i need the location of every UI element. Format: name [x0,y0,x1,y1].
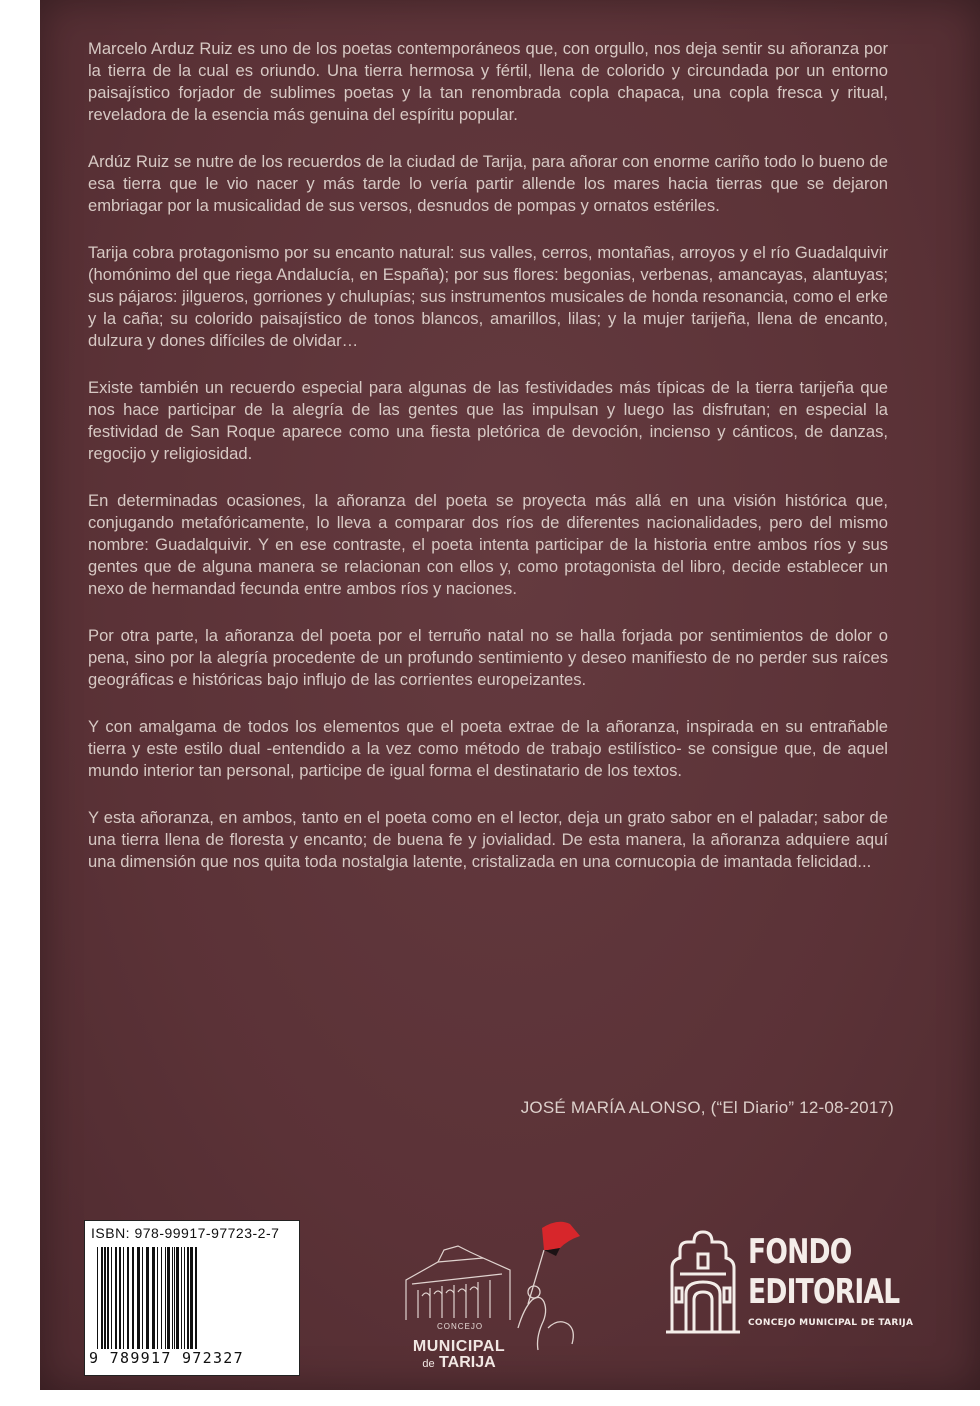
paragraph-6: Por otra parte, la añoranza del poeta por el terruño natal no se halla forjada por sentimientos de dolor o pena, sino por la alegría procedente de un profundo sentimiento y deseo manifiesto de no perder sus raíces geográficas e históricas bajo influjo de las corrientes europeizantes. [88,626,888,689]
concejo-municipal-label: CONCEJO MUNICIPAL DE TARIJA [748,1318,914,1328]
paragraph-3: Tarija cobra protagonismo por su encanto natural: sus valles, cerros, montañas, arroyos y el río Guadalquivir (homónimo del que riega Andalucía, en España); por sus flores: begonias, verbenas, amancayas, alantuyas; sus pájaros: jilgueros, gorriones y chulupías; sus instrumentos musicales de honda resonancia, como el erke y la caña; su colorido paisajístico de tonos blancos, amarillos, lilas; y la mujer tarijeña, llena de encanto, dulzura y dones difíciles de olvidar… [88,243,888,350]
paragraph-7: Y con amalgama de todos los elementos que el poeta extrae de la añoranza, inspirada en su entrañable tierra y este estilo dual -entendido a la vez como método de trabajo estilístico- se consigue que, de aquel mundo interior tan personal, participe de igual forma el destinatario de los textos. [88,717,888,780]
review-attribution: JOSÉ MARÍA ALONSO, (“El Diario” 12-08-2017) [520,1098,894,1117]
fondo-label: FONDO [748,1232,852,1272]
editorial-label: EDITORIAL [748,1272,900,1312]
municipal-label: MUNICIPAL [412,1338,506,1355]
tarija-label: de TARIJA [422,1354,496,1371]
paragraph-1: Marcelo Arduz Ruiz es uno de los poetas contemporáneos que, con orgullo, nos deja sentir su añoranza por la tierra de la cual es oriundo. Una tierra hermosa y fértil, llena de colorido y circundada por un entorno paisajístico forjador de sublimes poetas y la tan renombrada copla chapaca, una copla fresca y ritual, reveladora de la esencia más genuina del espíritu popular. [88,39,888,124]
paragraph-2: Ardúz Ruiz se nutre de los recuerdos de la ciudad de Tarija, para añorar con enorme cariño todo lo bueno de esa tierra que le vio nacer y más tarde lo vería partir allende los mares hacia tierras que se dejaron embriagar por la musicalidad de sus versos, desnudos de pompas y ornatos estériles. [88,152,888,215]
concejo-label: CONCEJO [436,1322,484,1331]
barcode-bars [95,1247,289,1349]
paragraph-4: Existe también un recuerdo especial para algunas de las festividades más típicas de la tierra tarijeña que nos hace participar de la alegría de las gentes que las impulsan y luego las disfrutan; en especial la festividad de San Roque aparece como una fiesta pletórica de devoción, incienso y cánticos, de danzas, regocijo y religiosidad. [88,378,888,463]
fondo-editorial-building-icon [664,1228,742,1338]
isbn-barcode [84,1220,300,1376]
paragraph-8: Y esta añoranza, en ambos, tanto en el poeta como en el lector, deja un grato sabor en el paladar; sabor de una tierra llena de floresta y encanto; de buena fe y jovialidad. De esta manera, la añoranza adquiere aquí una dimensión que nos quita toda nostalgia latente, cristalizada en una cornucopia de imantada felicidad... [88,808,888,871]
synopsis-text [88,38,888,898]
paragraph-5: En determinadas ocasiones, la añoranza del poeta se proyecta más allá en una visión histórica que, conjugando metafóricamente, lo lleva a comparar dos ríos de diferentes nacionalidades, pero del mismo nombre: Guadalquivir. Y en ese contraste, el poeta intenta participar de la historia entre ambos ríos y sus gentes que de alguna manera se relacionan con ellos y, como protagonista del libro, decide establecer un nexo de hermandad fecunda entre ambos ríos y naciones. [88,491,888,598]
barcode-digits: 9 789917 972327 [89,1349,244,1367]
isbn-label: ISBN: 978-99917-97723-2-7 [91,1225,280,1241]
